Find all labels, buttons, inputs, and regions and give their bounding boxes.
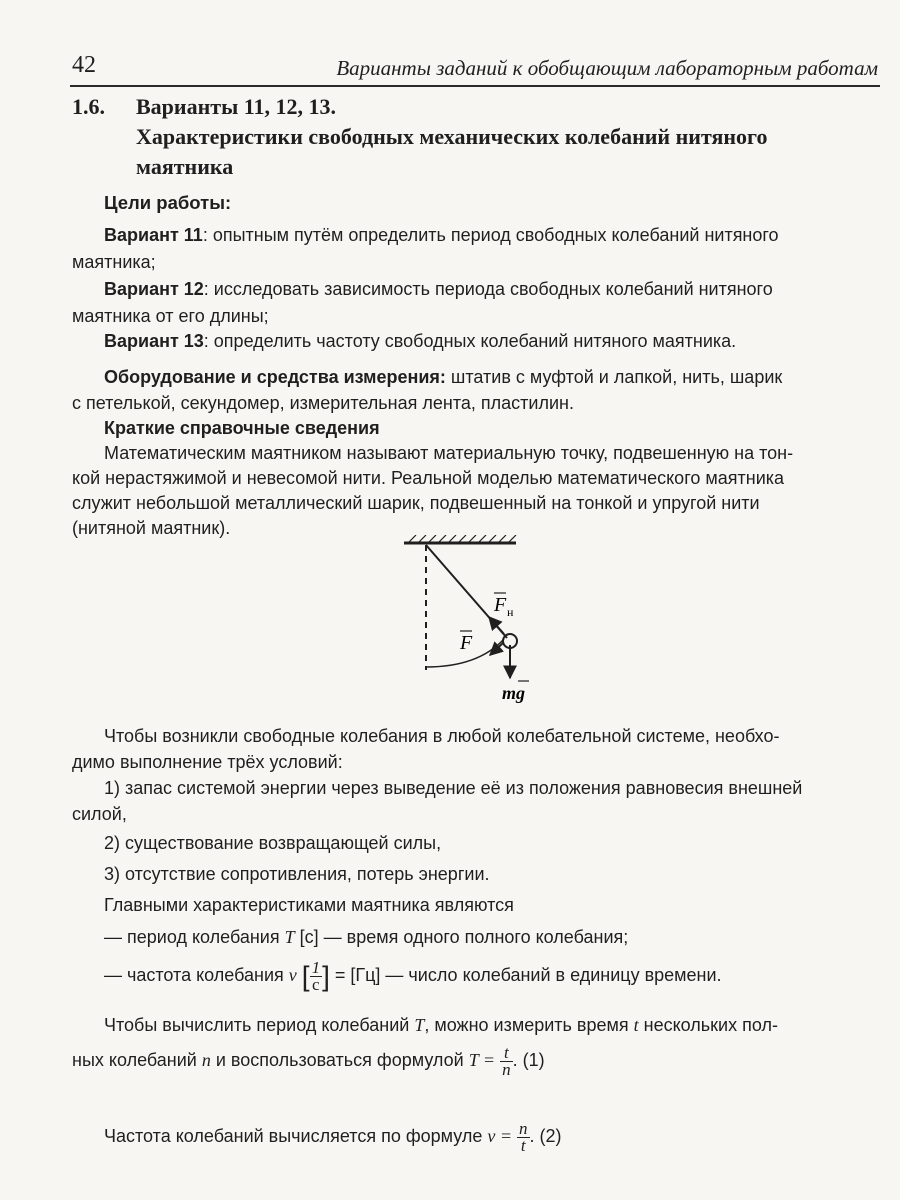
variant-13-label: Вариант 13 [104,331,204,351]
equipment-line-2: с петелькой, секундомер, измерительная лента, пластилин. [72,393,574,413]
formula1-fraction: $\frac{t}{n}$ [502,1042,511,1079]
variant-12-label: Вариант 12 [104,279,204,299]
tension-arrow [489,617,504,634]
section-heading [72,92,872,182]
page-number: 42 [72,52,96,78]
goals-heading: Цели работы: [104,192,232,213]
period-definition: — период колебания T [с] — время одного полного колебания; [104,927,629,947]
section-number: 1.6. [72,94,105,119]
conditions-line-1: Чтобы возникли свободные колебания в любой колебательной системе, необхо- [104,726,780,746]
variant-12: Вариант 12: исследовать зависимость периода свободных колебаний нитяного [104,279,773,299]
variant-12-cont: маятника от его длины; [72,306,269,326]
section-title-line-1: Варианты 11, 12, 13. [136,94,337,119]
reference-heading: Краткие справочные сведения [104,418,380,438]
gravity-label: mg [502,683,526,703]
force-label: F [460,632,473,654]
equipment-line-1: Оборудование и средства измерения: штатив с муфтой и лапкой, нить, шарик [104,367,783,387]
frequency-definition: — частота колебания ν [ $\frac{1}{с}$ ] = [Гц] — число колебаний в единицу времени. [104,957,722,994]
intro-line-3: служит небольшой металлический шарик, подвешенный на тонкой и упругой нити [72,493,760,513]
condition-1: 1) запас системой энергии через выведение её из положения равновесия внешней [104,778,803,798]
formula1-line-2: ных колебаний n и воспользоваться формулой T = $\frac{t}{n}$ . (1) [72,1042,545,1079]
formula2-tag: . (2) [529,1126,562,1146]
formula2-line: Частота колебаний вычисляется по формуле ν = $\frac{n}{t}$ . (2) [104,1118,562,1155]
intro-line-4: (нитяной маятник). [72,518,231,538]
formula2-fraction: $\frac{n}{t}$ [519,1118,528,1155]
running-title: Варианты заданий к обобщающим лабораторным работам [336,56,878,80]
header-rule [70,85,880,87]
pendulum-figure [390,535,550,710]
variant-11-label: Вариант 11 [104,225,203,245]
condition-1-cont: силой, [72,804,127,824]
conditions-line-2: димо выполнение трёх условий: [72,752,343,772]
tension-label: F [494,594,507,616]
intro-line-2: кой нерастяжимой и невесомой нити. Реальной моделью математического маятника [72,468,785,488]
characteristics-intro: Главными характеристиками маятника являются [104,895,514,915]
section-title-line-3: маятника [136,154,234,179]
condition-3: 3) отсутствие сопротивления, потерь энергии. [104,864,490,884]
frequency-unit-fraction: $\frac{1}{с}$ [311,957,321,994]
variant-13: Вариант 13: определить частоту свободных колебаний нитяного маятника. [104,331,737,351]
intro-line-1: Математическим маятником называют материальную точку, подвешенную на тон- [104,443,794,463]
variant-11: Вариант 11: опытным путём определить период свободных колебаний нитяного [104,225,779,245]
tension-subscript: н [507,605,514,619]
variant-11-cont: маятника; [72,252,156,272]
ceiling-support [404,535,516,543]
formula1-tag: . (1) [512,1050,545,1070]
equipment-label: Оборудование и средства измерения: [104,367,446,387]
condition-2: 2) существование возвращающей силы, [104,833,442,853]
formula1-line-1: Чтобы вычислить период колебаний T, можно измерить время t нескольких пол- [104,1015,778,1035]
section-title-line-2: Характеристики свободных механических колебаний нитяного [136,124,768,149]
